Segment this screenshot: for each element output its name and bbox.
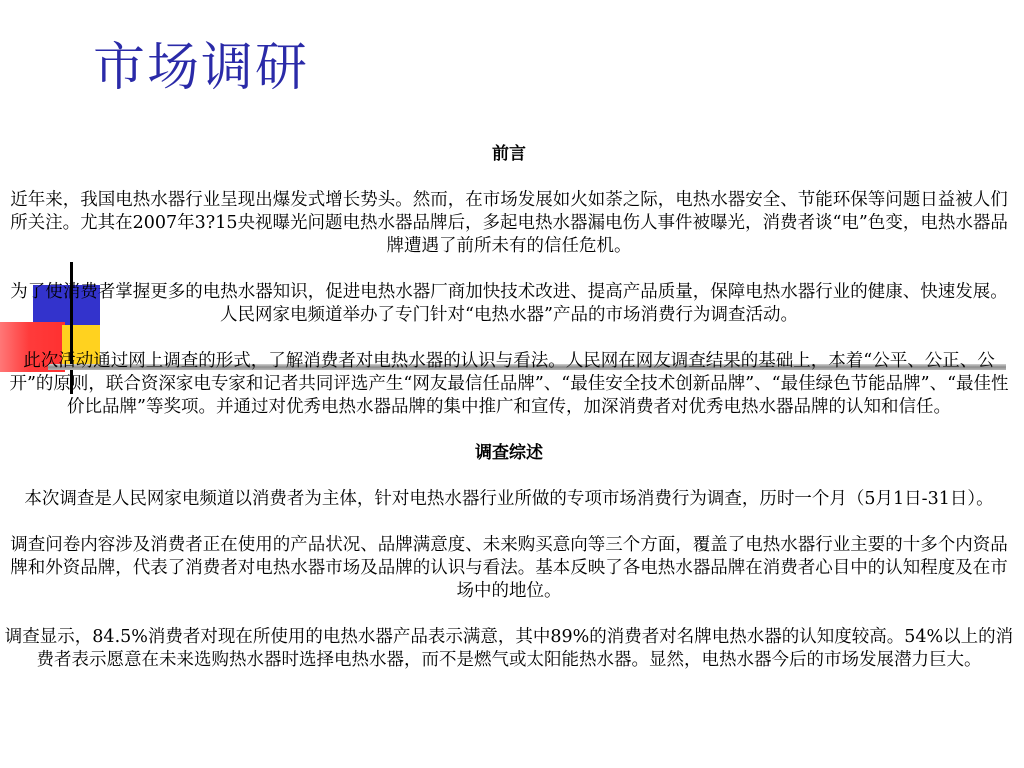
overview-paragraph-2: 调查问卷内容涉及消费者正在使用的产品状况、品牌满意度、未来购买意向等三个方面，覆盖了电热水器行业主要的十多个内资品牌和外资品牌，代表了消费者对电热水器市场及品牌的认识与看法。基本反映了各电热水器品牌在消费者心目中的认知程度及在市场中的地位。: [10, 535, 1008, 601]
preface-paragraph-1: 近年来，我国电热水器行业呈现出爆发式增长势头。然而，在市场发展如火如荼之际，电热水器安全、节能环保等问题日益被人们所关注。尤其在2007年3?15央视曝光问题电热水器品牌后，多起电热水器漏电伤人事件被曝光，消费者谈“电”色变，电热水器品牌遭遇了前所未有的信任危机。: [10, 190, 1008, 256]
preface-paragraph-2: 为了使消费者掌握更多的电热水器知识，促进电热水器厂商加快技术改进、提高产品质量，保障电热水器行业的健康、快速发展。人民网家电频道举办了专门针对“电热水器”产品的市场消费行为调查活动。: [10, 282, 1008, 325]
section-heading-overview: 调查综述: [475, 443, 543, 463]
section-heading-preface: 前言: [492, 144, 526, 164]
overview-paragraph-3: 调查显示，84.5%消费者对现在所使用的电热水器产品表示满意，其中89%的消费者对名牌电热水器的认知度较高。54%以上的消费者表示愿意在未来选购热水器时选择电热水器，而不是燃气或太阳能热水器。显然，电热水器今后的市场发展潜力巨大。: [4, 627, 1014, 670]
preface-paragraph-3: 此次活动通过网上调查的形式，了解消费者对电热水器的认识与看法。人民网在网友调查结果的基础上，本着“公平、公正、公开”的原则，联合资深家电专家和记者共同评选产生“网友最信任品牌”、“最佳安全技术创新品牌”、“最佳绿色节能品牌”、“最佳性价比品牌”等奖项。并通过对优秀电热水器品牌的集中推广和宣传，加深消费者对优秀电热水器品牌的认知和信任。: [9, 351, 1009, 417]
slide-title: 市场调研: [93, 38, 310, 98]
slide-body: [4, 143, 1014, 672]
overview-paragraph-1: 本次调查是人民网家电频道以消费者为主体，针对电热水器行业所做的专项市场消费行为调查，历时一个月（5月1日-31日）。: [24, 489, 994, 509]
